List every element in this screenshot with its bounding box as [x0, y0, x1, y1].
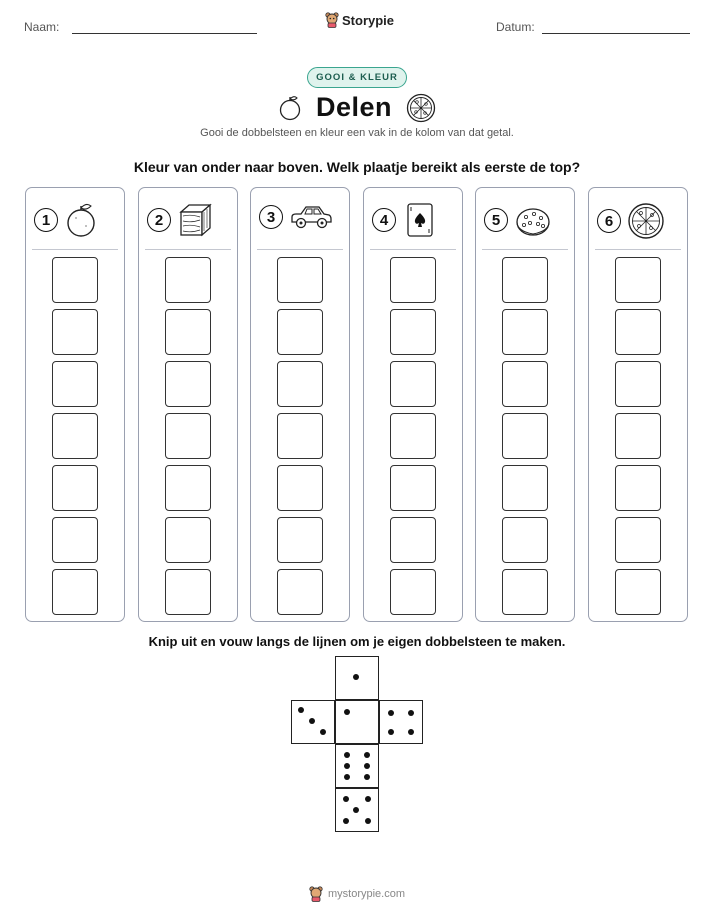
color-box[interactable] [390, 465, 436, 511]
pip [365, 818, 371, 824]
column-5 [475, 187, 575, 622]
color-box[interactable] [52, 413, 98, 459]
number-badge: 3 [259, 205, 283, 229]
playing-card-icon [402, 202, 436, 238]
color-box[interactable] [277, 413, 323, 459]
color-box[interactable] [165, 465, 211, 511]
die-face-6 [335, 744, 379, 788]
column-divider [257, 249, 343, 250]
pip [388, 710, 394, 716]
color-box[interactable] [390, 309, 436, 355]
pip [343, 818, 349, 824]
cookie-icon [514, 202, 552, 238]
die-instruction: Knip uit en vouw langs de lijnen om je eigen dobbelsteen te maken. [148, 634, 566, 649]
color-box[interactable] [502, 465, 548, 511]
color-box[interactable] [277, 465, 323, 511]
color-box[interactable] [502, 413, 548, 459]
orange-icon [64, 202, 98, 238]
number-badge: 2 [147, 208, 171, 232]
pip [344, 752, 350, 758]
brand-name: Storypie [342, 12, 395, 28]
die-face-3 [291, 700, 335, 744]
color-box[interactable] [502, 361, 548, 407]
pip [309, 718, 315, 724]
color-box[interactable] [277, 309, 323, 355]
color-box[interactable] [52, 569, 98, 615]
color-box[interactable] [390, 517, 436, 563]
footer-url[interactable]: mystorypie.com [327, 888, 406, 900]
color-box[interactable] [165, 569, 211, 615]
pip [298, 707, 304, 713]
column-divider [595, 249, 681, 250]
orange-outline-icon [278, 95, 302, 121]
subtitle: Gooi de dobbelsteen en kleur een vak in de kolom van dat getal. [200, 127, 514, 139]
column-divider [145, 249, 231, 250]
pip [364, 763, 370, 769]
page-title: Delen [315, 92, 393, 122]
pip [365, 796, 371, 802]
pip [364, 752, 370, 758]
color-box[interactable] [502, 309, 548, 355]
pizza-icon [627, 202, 665, 240]
number-badge: 5 [484, 208, 508, 232]
title-row [0, 92, 714, 123]
column-1 [25, 187, 125, 622]
column-divider [370, 249, 456, 250]
pip [344, 763, 350, 769]
column-header [484, 202, 552, 238]
date-label: Datum: [496, 20, 535, 34]
color-box[interactable] [502, 569, 548, 615]
die-face-5 [335, 788, 379, 832]
pip [320, 729, 326, 735]
wooden-block-icon [177, 202, 213, 238]
color-box[interactable] [277, 517, 323, 563]
column-6 [588, 187, 688, 622]
pip [408, 710, 414, 716]
color-box[interactable] [277, 569, 323, 615]
column-header [34, 202, 98, 238]
number-badge: 4 [372, 208, 396, 232]
color-box[interactable] [277, 361, 323, 407]
pip [343, 796, 349, 802]
column-4 [363, 187, 463, 622]
color-box[interactable] [390, 413, 436, 459]
car-icon [289, 202, 333, 232]
color-box[interactable] [165, 413, 211, 459]
brand-logo [325, 12, 394, 28]
color-box[interactable] [52, 517, 98, 563]
die-face-4 [379, 700, 423, 744]
color-box[interactable] [390, 569, 436, 615]
color-box[interactable] [52, 257, 98, 303]
color-box[interactable] [615, 569, 661, 615]
color-box[interactable] [502, 517, 548, 563]
color-box[interactable] [165, 309, 211, 355]
color-box[interactable] [615, 517, 661, 563]
bear-mascot-icon [309, 886, 323, 902]
color-box[interactable] [52, 309, 98, 355]
pizza-icon [406, 93, 436, 123]
color-box[interactable] [615, 257, 661, 303]
pip [344, 774, 350, 780]
pip [388, 729, 394, 735]
column-divider [482, 249, 568, 250]
column-header [597, 202, 665, 240]
color-box[interactable] [165, 361, 211, 407]
column-header [147, 202, 213, 238]
pip [364, 774, 370, 780]
pip [353, 807, 359, 813]
color-box[interactable] [615, 413, 661, 459]
number-badge: 1 [34, 208, 58, 232]
color-box[interactable] [165, 257, 211, 303]
column-header [372, 202, 436, 238]
color-box[interactable] [277, 257, 323, 303]
bear-mascot-icon [325, 12, 339, 28]
column-divider [32, 249, 118, 250]
name-label: Naam: [24, 20, 60, 34]
pip [353, 674, 359, 680]
color-box[interactable] [165, 517, 211, 563]
color-box[interactable] [615, 361, 661, 407]
color-box[interactable] [615, 309, 661, 355]
color-box[interactable] [615, 465, 661, 511]
color-box[interactable] [390, 257, 436, 303]
name-line[interactable] [72, 33, 257, 34]
column-header [259, 202, 333, 232]
instruction: Kleur van onder naar boven. Welk plaatje bereikt als eerste de top? [133, 159, 581, 175]
column-2 [138, 187, 238, 622]
die-face-1 [335, 656, 379, 700]
color-box[interactable] [52, 465, 98, 511]
column-3 [250, 187, 350, 622]
footer [0, 886, 714, 902]
color-box[interactable] [52, 361, 98, 407]
date-line[interactable] [542, 33, 690, 34]
activity-badge: GOOI & KLEUR [307, 67, 407, 88]
color-box[interactable] [502, 257, 548, 303]
die-face-center [335, 700, 379, 744]
number-badge: 6 [597, 209, 621, 233]
pip [408, 729, 414, 735]
pip [344, 709, 350, 715]
color-box[interactable] [390, 361, 436, 407]
